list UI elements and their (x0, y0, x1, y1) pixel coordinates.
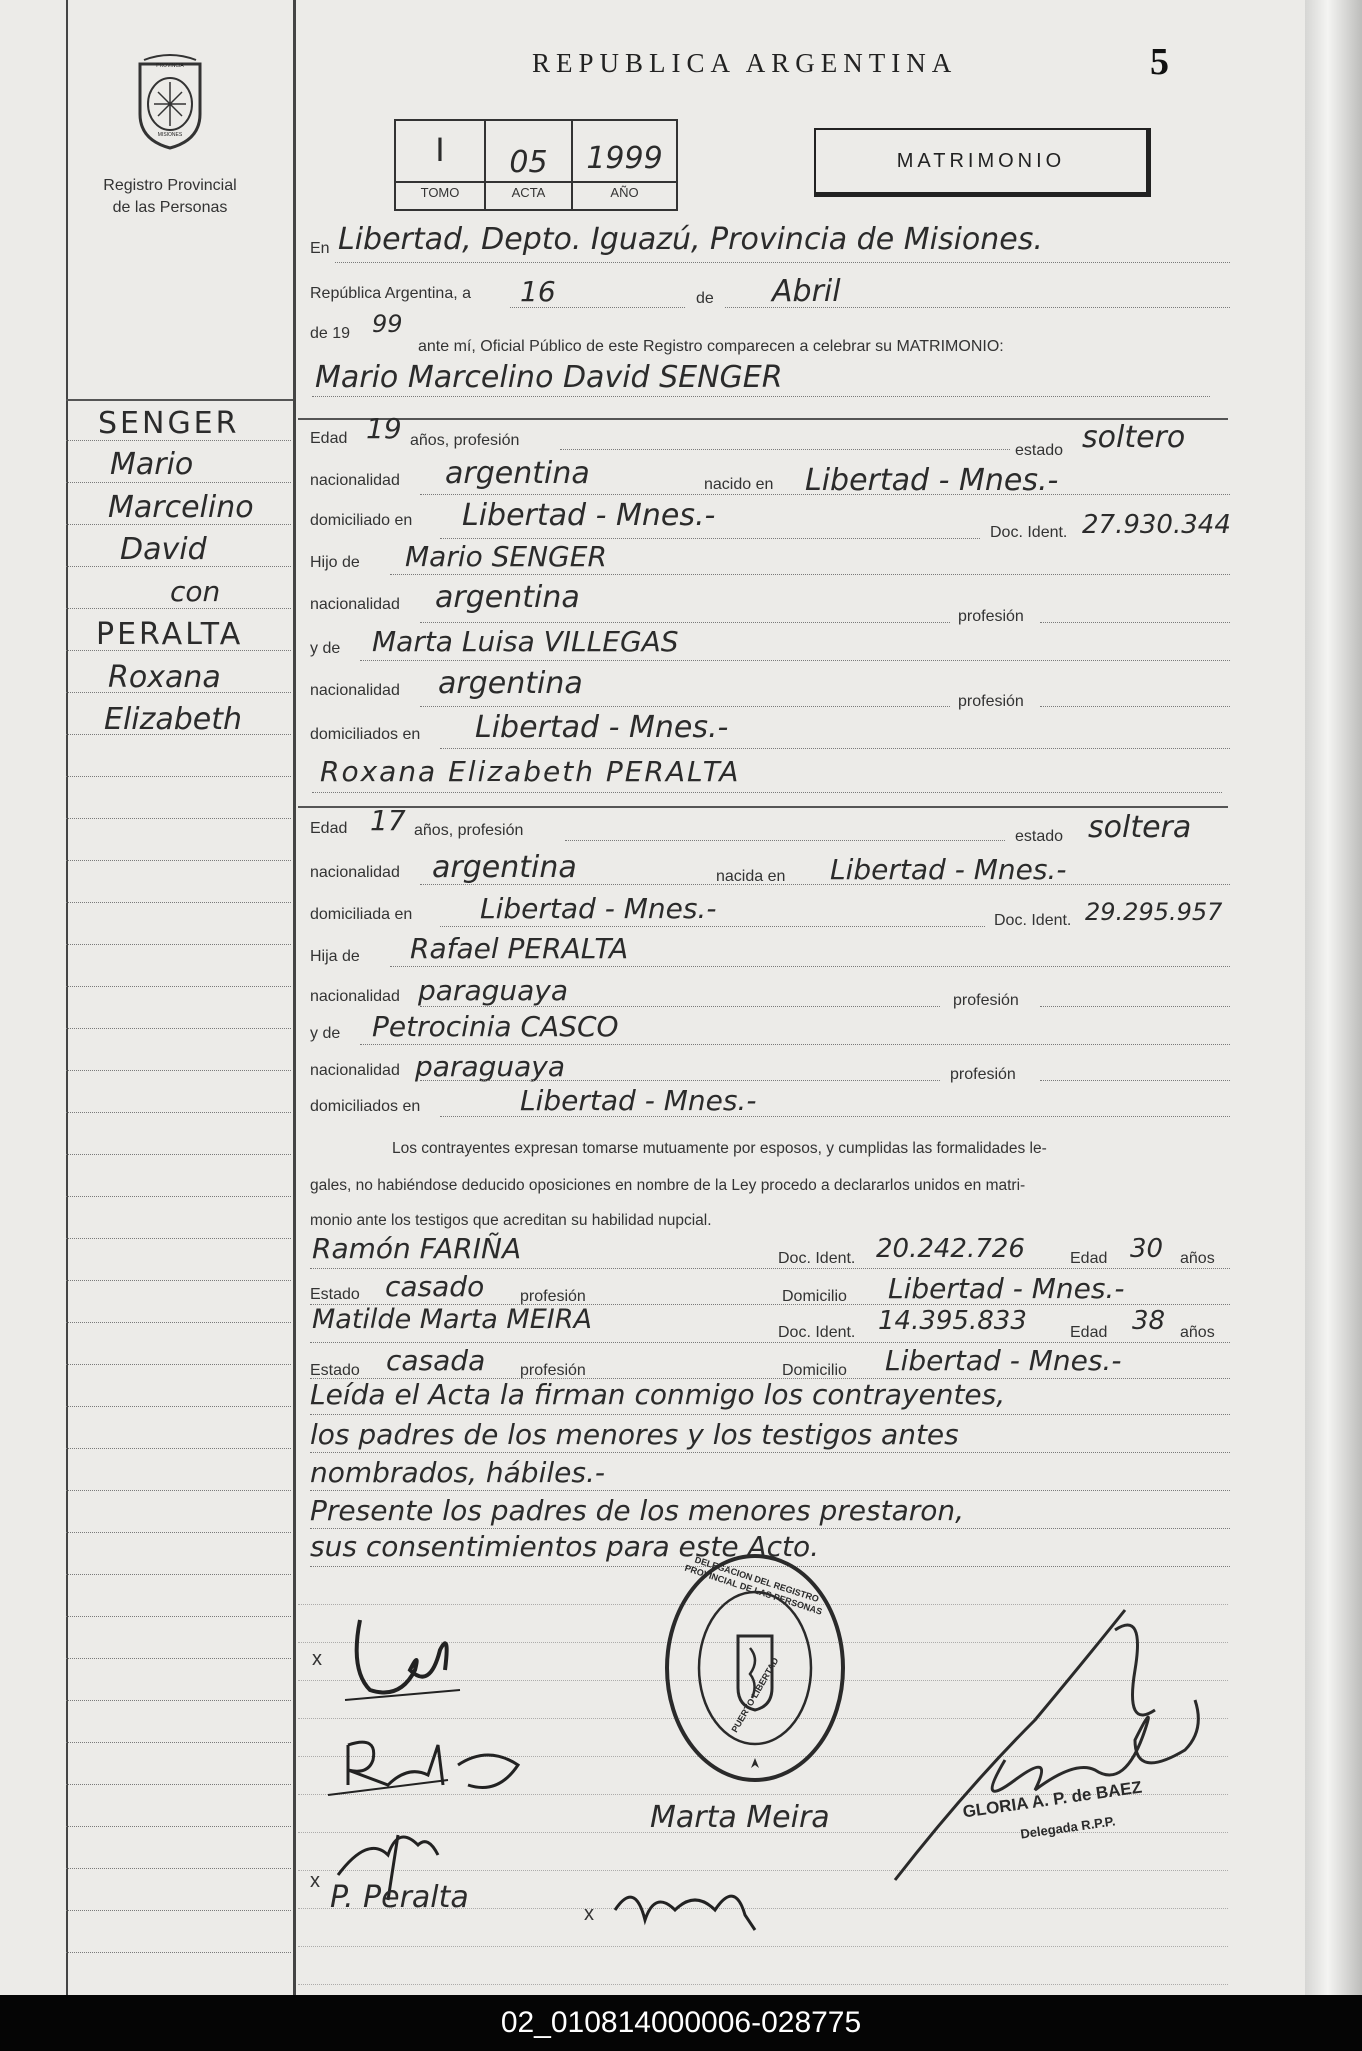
signature-mark-2: x (310, 1870, 320, 1892)
declaration-line-1: Los contrayentes expresan tomarse mutuamente por esposos, y cumplidas las formalidades le- (392, 1140, 1047, 1157)
margin-rule (66, 1070, 291, 1071)
bride-nacida-label: nacida en (716, 868, 786, 885)
margin-name-5: con (170, 575, 221, 608)
bride-father-nat-label: nacionalidad (310, 988, 400, 1005)
groom-father-nat-label: nacionalidad (310, 596, 400, 613)
margin-rule (66, 1910, 291, 1911)
witness-1-age: 30 (1130, 1234, 1164, 1264)
father-signature-icon (318, 1725, 528, 1820)
margin-rule (66, 1532, 291, 1533)
groom-parents-dom-label: domiciliados en (310, 726, 421, 743)
margin-rule (66, 1364, 291, 1365)
margin-rule (66, 1112, 291, 1113)
margin-rule (66, 1952, 291, 1953)
country-heading: REPUBLICA ARGENTINA (532, 48, 958, 78)
left-border-line (66, 0, 68, 1995)
tomo-label: TOMO (420, 185, 460, 200)
bride-father: Rafael PERALTA (410, 932, 629, 965)
record-number-box (394, 119, 678, 211)
margin-rule (66, 1700, 291, 1701)
ano-value: 1999 (586, 141, 663, 176)
margin-rule (66, 944, 291, 945)
margin-name-8: Elizabeth (104, 702, 243, 737)
bride-father-nationality: paraguaya (418, 974, 569, 1007)
year-prefix: de 19 (310, 325, 351, 342)
en-label: En (310, 240, 330, 257)
bride-estado-label: estado (1015, 828, 1064, 845)
witness-2-estado-label: Estado (310, 1362, 360, 1379)
bride-hija-label: Hija de (310, 948, 360, 965)
groom-mother-prof-label: profesión (958, 693, 1024, 710)
margin-rule (66, 818, 291, 819)
bride-mother: Petrocinia CASCO (372, 1010, 619, 1043)
witness-1-doc-label: Doc. Ident. (778, 1250, 856, 1267)
margin-rule (66, 1406, 291, 1407)
bride-mother-nat-label: nacionalidad (310, 1062, 400, 1079)
witness-2-doc-label: Doc. Ident. (778, 1324, 856, 1341)
margin-rule (66, 482, 291, 483)
margin-name-6: PERALTA (96, 617, 244, 652)
witness-2-signature: Marta Meira (650, 1800, 830, 1835)
groom-doc: 27.930.344 (1082, 510, 1231, 540)
bride-born-in: Libertad - Mnes.- (830, 853, 1067, 886)
emblem-top-text: PROVINCIA (156, 63, 184, 69)
witness-2-domicile: Libertad - Mnes.- (885, 1344, 1122, 1377)
bride-name: Roxana Elizabeth PERALTA (320, 755, 741, 788)
bride-parents-domicile: Libertad - Mnes.- (520, 1084, 757, 1117)
margin-rule (66, 1490, 291, 1491)
bride-nationality: argentina (432, 850, 577, 885)
bride-mother-prof-label: profesión (950, 1066, 1016, 1083)
signature-mark-1: x (312, 1648, 322, 1670)
margin-name-3: Marcelino (108, 490, 254, 525)
groom-age: 19 (366, 412, 402, 445)
witness-2-edad-label: Edad (1070, 1324, 1108, 1341)
bride-doc-label: Doc. Ident. (994, 912, 1072, 929)
groom-nationality: argentina (445, 456, 590, 491)
signature-mark-3: x (584, 1903, 594, 1925)
witness-1-signature-icon (605, 1870, 775, 1940)
groom-born-in: Libertad - Mnes.- (805, 463, 1059, 498)
bride-domicilio-label: domiciliada en (310, 906, 413, 923)
margin-rule (66, 1196, 291, 1197)
witness-1-estado-label: Estado (310, 1286, 360, 1303)
margin-rule (66, 1868, 291, 1869)
groom-hijo-label: Hijo de (310, 554, 360, 571)
groom-name: Mario Marcelino David SENGER (315, 360, 783, 395)
bride-mother-label: y de (310, 1025, 341, 1042)
groom-domicile: Libertad - Mnes.- (462, 498, 716, 533)
groom-father: Mario SENGER (405, 540, 607, 573)
margin-rule (66, 608, 291, 609)
bride-domicile: Libertad - Mnes.- (480, 892, 717, 925)
official-title-stamp: Delegada R.P.P. (1019, 1813, 1117, 1842)
groom-domicilio-label: domiciliado en (310, 512, 413, 529)
oficial-text: ante mí, Oficial Público de este Registro comparecen a celebrar su MATRIMONIO: (418, 338, 1004, 355)
witness-2-profesion-label: profesión (520, 1362, 586, 1379)
margin-rule (66, 1322, 291, 1323)
ano-label: AÑO (610, 185, 639, 200)
groom-signature-icon (340, 1610, 470, 1705)
margin-divider-line (293, 0, 296, 1995)
registry-name-line1: Registro Provincial (103, 177, 237, 194)
groom-profesion-label: años, profesión (410, 432, 520, 449)
bride-nationality-label: nacionalidad (310, 864, 400, 881)
groom-doc-label: Doc. Ident. (990, 524, 1068, 541)
seal-ring-text: DELEGACION DEL REGISTRO PROVINCIAL DE LAS PERSONAS (683, 1554, 824, 1617)
registry-name-line2: de las Personas (112, 199, 228, 216)
bride-profesion-label: años, profesión (414, 822, 524, 839)
year-suffix: 99 (372, 310, 403, 338)
witness-1-domicile: Libertad - Mnes.- (888, 1272, 1125, 1305)
signature-rule (298, 1946, 1228, 1947)
margin-rule (66, 776, 291, 777)
margin-rule (66, 1616, 291, 1617)
de-label: de (696, 290, 714, 307)
witness-2-civil-status: casada (386, 1344, 486, 1377)
margin-rule (66, 1742, 291, 1743)
groom-father-nationality: argentina (435, 580, 580, 615)
official-name-stamp: GLORIA A. P. de BAEZ (961, 1777, 1144, 1822)
bride-civil-status: soltera (1088, 810, 1192, 845)
margin-rule (66, 1826, 291, 1827)
declaration-line-3: monio ante los testigos que acreditan su habilidad nupcial. (310, 1212, 712, 1229)
note-line-2: los padres de los menores y los testigos antes (310, 1418, 959, 1451)
official-signature-icon (885, 1590, 1215, 1890)
witness-2-age: 38 (1132, 1306, 1166, 1336)
groom-father-prof-label: profesión (958, 608, 1024, 625)
witness-1-name: Ramón FARIÑA (312, 1232, 522, 1265)
margin-name-2: Mario (110, 447, 194, 482)
bride-parents-dom-label: domiciliados en (310, 1098, 421, 1115)
margin-rule (66, 986, 291, 987)
note-line-5: sus consentimientos para este Acto. (310, 1530, 820, 1563)
bride-age: 17 (370, 804, 406, 837)
witness-2-domicilio-label: Domicilio (782, 1362, 847, 1379)
witness-1-doc: 20.242.726 (876, 1234, 1025, 1264)
margin-rule (66, 1574, 291, 1575)
margin-name-1: SENGER (98, 406, 240, 441)
republica-label: República Argentina, a (310, 285, 471, 302)
margin-rule (66, 1238, 291, 1239)
peralta-signature: P. Peralta (330, 1880, 469, 1915)
declaration-line-2: gales, no habiéndose deducido oposiciones en nombre de la Ley procedo a declararlos unidos en matri- (310, 1177, 1026, 1194)
witness-1-anos-label: años (1180, 1250, 1215, 1267)
margin-rule (66, 1280, 291, 1281)
note-line-3: nombrados, hábiles.- (310, 1456, 605, 1489)
bride-doc: 29.295.957 (1085, 898, 1223, 926)
note-line-4: Presente los padres de los menores prestaron, (310, 1494, 965, 1527)
margin-name-7: Roxana (108, 660, 221, 695)
groom-nationality-label: nacionalidad (310, 472, 400, 489)
place-value: Libertad, Depto. Iguazú, Provincia de Misiones. (338, 222, 1043, 257)
margin-rule (66, 902, 291, 903)
witness-1-civil-status: casado (385, 1270, 485, 1303)
witness-1-domicilio-label: Domicilio (782, 1288, 847, 1305)
emblem-bottom-text: MISIONES (157, 132, 183, 138)
bride-edad-label: Edad (310, 820, 348, 837)
signature-rule (298, 1984, 1228, 1985)
groom-mother-nat-label: nacionalidad (310, 682, 400, 699)
page-edge (1305, 0, 1362, 1995)
witness-2-name: Matilde Marta MEIRA (312, 1304, 592, 1335)
groom-estado-label: estado (1015, 442, 1064, 459)
groom-nacido-label: nacido en (704, 476, 774, 493)
groom-parents-domicile: Libertad - Mnes.- (475, 710, 729, 745)
acta-value: 05 (509, 145, 548, 180)
margin-rule (66, 1658, 291, 1659)
groom-mother-label: y de (310, 640, 341, 657)
month-value: Abril (772, 274, 841, 309)
witness-1-edad-label: Edad (1070, 1250, 1108, 1267)
seal-inner-text: PUERTO LIBERTAD (729, 1655, 781, 1735)
image-caption: 02_010814000006-028775 (0, 1995, 1362, 2051)
groom-edad-label: Edad (310, 430, 348, 447)
margin-rule (66, 1448, 291, 1449)
act-type-box: MATRIMONIO (814, 128, 1151, 197)
acta-label: ACTA (511, 185, 546, 200)
bride-father-prof-label: profesión (953, 992, 1019, 1009)
witness-2-doc: 14.395.833 (878, 1306, 1027, 1336)
margin-rule (66, 860, 291, 861)
bride-section-rule (298, 806, 1228, 808)
margin-rule (66, 1784, 291, 1785)
bride-mother-nationality: paraguaya (415, 1050, 566, 1083)
day-value: 16 (520, 275, 556, 308)
witness-2-anos-label: años (1180, 1324, 1215, 1341)
witness-1-profesion-label: profesión (520, 1288, 586, 1305)
margin-name-4: David (120, 532, 207, 567)
tomo-value: I (435, 131, 445, 169)
page-number: 5 (1150, 41, 1169, 83)
groom-civil-status: soltero (1082, 420, 1186, 455)
groom-mother: Marta Luisa VILLEGAS (372, 625, 679, 658)
margin-rule (66, 1028, 291, 1029)
note-line-1: Leída el Acta la firman conmigo los contrayentes, (310, 1378, 1006, 1411)
margin-rule (66, 1154, 291, 1155)
groom-mother-nationality: argentina (438, 666, 583, 701)
margin-top-rule (66, 399, 293, 401)
